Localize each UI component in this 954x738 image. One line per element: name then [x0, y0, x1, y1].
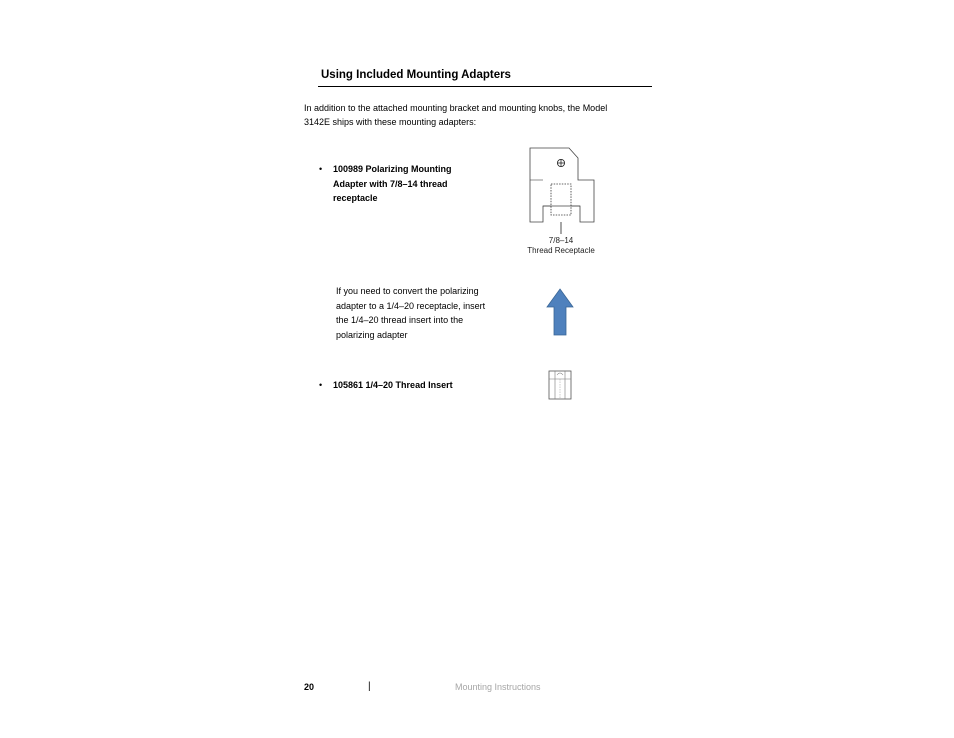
bullet-marker: • — [319, 380, 323, 390]
bullet-marker: • — [319, 164, 323, 174]
polarizing-adapter-drawing-icon — [520, 143, 602, 261]
figure-label-thread-size: 7/8–14 — [548, 236, 574, 245]
list-item-text: 105861 1/4–20 Thread Insert — [333, 380, 453, 390]
figure-label-thread-receptacle: Thread Receptacle — [527, 246, 595, 255]
footer-section-name: Mounting Instructions — [455, 682, 541, 692]
section-title: Using Included Mounting Adapters — [321, 69, 511, 81]
title-divider — [318, 86, 652, 87]
list-item-polarizing-adapter — [319, 162, 483, 206]
conversion-note: If you need to convert the polarizing adapter to a 1/4–20 receptacle, insert the 1/4–20 thread insert into the polarizing adapter — [336, 286, 486, 340]
list-item-text: 100989 Polarizing Mounting Adapter with 7/8–14 thread receptacle — [333, 164, 452, 203]
page-number: 20 — [304, 682, 315, 692]
up-arrow-icon — [544, 287, 576, 337]
thread-insert-drawing-icon — [546, 368, 574, 402]
list-item-thread-insert — [319, 378, 533, 393]
crosshair-icon — [557, 159, 565, 167]
intro-paragraph: In addition to the attached mounting bracket and mounting knobs, the Model 3142E ships with these mounting adapters: — [304, 103, 608, 127]
footer-separator: | — [368, 681, 371, 692]
